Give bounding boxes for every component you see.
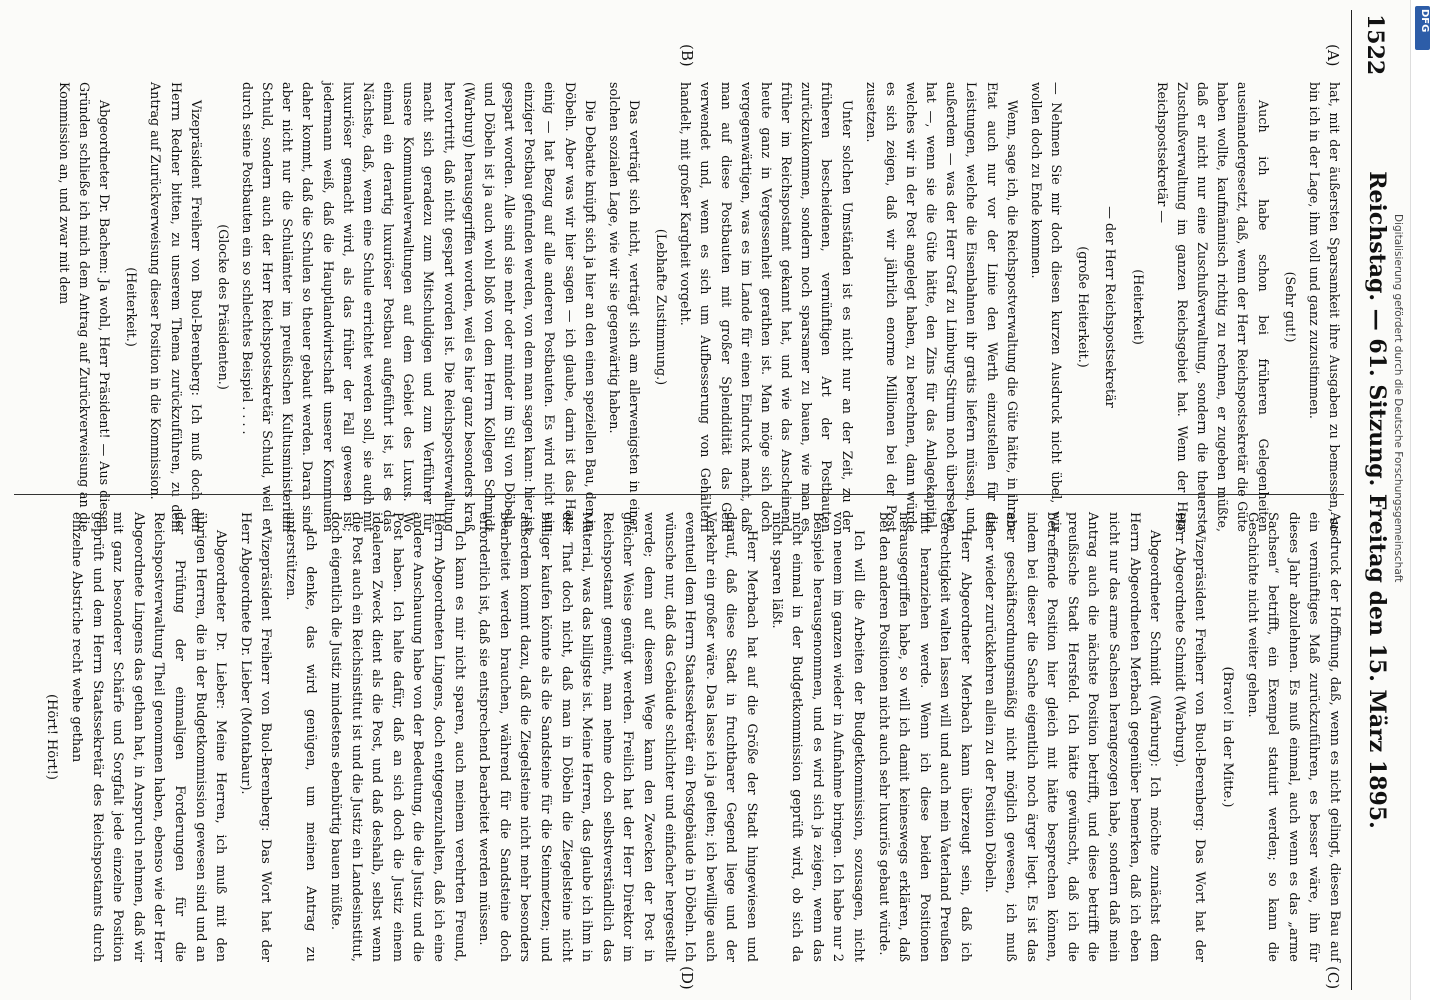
interjection: (Heiterkeit.) <box>124 267 140 347</box>
paragraph: Herr Abgeordneter Merbach kann überzeugt sein, daß ich Gerechtigkeit walten lassen will und auch mein Vaterland Preußen mit heranziehen werde. Wenn ich diese beiden Positionen herausgegriffen habe, so will ich damit keineswegs erklären, daß bei den anderen Positionen nicht auch sehr luxuriös gebaut würde. <box>875 512 973 962</box>
paragraph: — Nehmen Sie mir doch diesen kurzen Ausdruck nicht übel, wir wollen doch zu Ende kommen. <box>1028 82 1065 532</box>
paragraph: Abgeordneter Schmidt (Warburg): Ich möchte zunächst dem Herrn Abgeordneten Merbach gegenüber bemerken, daß ich eben nicht nur das arme Sachsen herangezogen habe, sondern daß mein Antrag auch die nächste Position betrifft, und diese betrifft die preußische Stadt Hersfeld. Ich hätte gewünscht, daß ich die betreffende Position hier gleich mit hätte besprechen können, indem bei dieser die Sache eigentlich noch ärger liegt. Es ist das aber geschäftsordnungsmäßig nicht möglich gewesen, ich muß daher wieder zurückkehren allein zu der Position Döbeln. <box>982 512 1163 962</box>
running-header: Reichstag. — 61. Sitzung. Freitag den 15. März 1895. <box>1364 171 1390 829</box>
paragraph: Ich denke, das wird genügen, um meinen Antrag zu unterstützen. <box>282 512 319 962</box>
left-column <box>50 82 1344 532</box>
header-rule <box>1351 10 1352 990</box>
paragraph: Herr Merbach hat auf die Größe der Stadt hingewiesen und darauf, daß diese Stadt in fruchtbarer Gegend liege und der Verkehr ein großer wäre. Das lasse ich ja gelten; ich bewillige auch eventuell dem Herrn Staatssekretär ein Postgebäude in Döbeln. Ich wünsche nur, daß das Gebäude schlichter und einfacher hergestellt werde; denn auf diesem Wege kann den Zwecken der Post in gleicher Weise genügt werden. Freilich hat der Herr Direktor im Reichspostamt gemeint, man nehme doch selbstverständlich das Material, was das billigste ist. Meine Herren, das glaube ich ihm in der That doch nicht, daß man in Döbeln die Ziegelsteine nicht billiger kaufen könnte als die Sandsteine für die Steinmetzen; und außerdem kommt dazu, daß die Ziegelsteine nicht mehr besonders bearbeitet werden brauchen, während für die Sandsteine doch erforderlich ist, daß sie entsprechend bearbeitet werden müssen. <box>476 512 759 962</box>
interjection: (Sehr gut!) <box>1282 271 1298 343</box>
margin-marker-c: (C) <box>1324 966 1342 990</box>
column-divider <box>14 494 1344 495</box>
paragraph: Ausdruck der Hoffnung, daß, wenn es nicht gelingt, diesen Bau auf ein vernünftiges Maß zurückzuführen, es besser wäre, ihn für dieses Jahr abzulehnen. Es muß einmal, auch wenn es das „arme Sachsen“ betrifft, ein Exempel statuirt werden; so kann die Geschichte nicht weiter gehen. <box>1244 512 1342 962</box>
paragraph: Vizepräsident Freiherr von Buol-Berenberg: Das Wort hat der Herr Abgeordnete Schmidt (Warburg). <box>1171 512 1208 962</box>
paragraph: Das verträgt sich nicht, verträgt sich am allerwenigsten in einer solchen sozialen Lage, wie wir sie gegenwärtig haben. <box>606 82 642 532</box>
digitization-credit: Digitalisierung gefördert durch die Deutsche Forschungsgemeinschaft <box>1392 214 1404 583</box>
paragraph: Abgeordneter Dr. Lieber: Meine Herren, ich muß mit den übrigen Herren, die in der Budgetkommission gewesen sind und an der Prüfung der einmaligen Forderungen für die Reichspostverwaltung Theil genommen haben, ebenso wie der Herr Abgeordnete Lingens das gethan hat, in Anspruch nehmen, daß wir mit ganz besonderer Schärfe und Sorgfalt jede einzelne Position geprüft und dem Herrn Staatssekretär des Reichspostamts durch einzelne Abstriche recht wehe gethan <box>68 512 229 962</box>
side-strip <box>1410 0 1432 1000</box>
interjection: (Hört! Hört!) <box>44 694 60 780</box>
interjection: (Heiterkeit) <box>1130 269 1146 345</box>
interjection: (große Heiterkeit.) <box>1076 246 1092 368</box>
interjection: — der Herr Reichspostsekretär <box>1103 206 1119 408</box>
interjection: (Bravo! in der Mitte.) <box>1220 666 1236 808</box>
margin-marker-d: (D) <box>678 966 696 990</box>
paragraph: Die Debatte knüpft sich ja hier an den einen speziellen Bau, den in Döbeln. Aber was wir hier sagen — ich glaube, darin ist das Haus einig — hat Bezug auf alle anderen Postbauten. Es wird nicht ein einziger Postbau gefunden werden, von dem man sagen kann: hier ist gespart worden. Alle sind sie mehr oder minder im Stil von Döbeln, und Döbeln ist ja auch wohl bloß von dem Herrn Kollegen Schmidt (Warburg) herausgegriffen worden, weil es hier ganz besonders kraß hervortritt, daß nicht gespart worden ist. Die Reichspostverwaltung macht sich geradezu zum Mitschuldigen und zum Verführer für unsere Kommunalverwaltungen auf dem Gebiet des Luxus. Wo einmal ein derartig luxuriöser Postbau aufgeführt ist, ist es das Nächste, daß, wenn eine Schule errichtet werden soll, sie auch mit luxuriöser gemacht wird, als das früher der Fall gewesen ist; jedermann weiß, daß die Hauptlandwirtschaft unserer Kommunen daher kommt, daß die Schulen so theuer gebaut werden. Daran sind aber nicht nur die Schulämter im preußischen Kultusministerium Schuld, sondern auch der Herr Reichspostsekretär Schuld, weil er durch seine Postbauten ein so schlechtes Beispiel . . . . <box>240 82 598 532</box>
paragraph: Abgeordneter Dr. Bachem: Ja wohl, Herr Präsident! — Aus diesen Gründen schließe ich mich dem Antrag auf Zurückverweisung an die Kommission an, und zwar mit dem <box>56 82 113 532</box>
margin-marker-a: (A) <box>1324 44 1342 67</box>
right-column <box>34 512 1344 962</box>
paragraph: hat, mit der äußersten Sparsamkeit ihre Ausgaben zu bemessen, so bin ich in der Lage, ihm voll und ganz zuzustimmen. <box>1306 82 1342 532</box>
paragraph: Ich will die Arbeiten der Budgetkommission, sozusagen, nicht von neuem im ganzen wieder in Aufnahme bringen. Ich habe nur 2 Beispiele herausgenommen, und es wird sich ja zeigen, wenn das nicht einmal in der Budgetkommission geprüft wird, ob sich da nicht sparen läßt. <box>768 512 866 962</box>
page-number: 1522 <box>1362 14 1388 76</box>
paragraph: Auch ich habe schon bei früheren Gelegenheiten auseinandergesetzt, daß, wenn der Herr Reichspostsekretär die Güte haben wollte, kaufmännisch richtig zu rechnen, er zugeben müßte, daß er nicht nur eine Zuschußverwaltung, sondern die theuerste Zuschußverwaltung im ganzen Reichsgebiet hat. Wenn der Herr Reichspostsekretär — <box>1154 82 1271 532</box>
paragraph: Vizepräsident Freiherr von Buol-Berenberg: Das Wort hat der Herr Abgeordnete Dr. Lieber (Montabaur). <box>237 512 274 962</box>
paragraph: Unter solchen Umständen ist es nicht nur an der Zeit, zu der früheren bescheidenen, vernünftigen Art der Postbauten zurückzukommen, sondern noch sparsamer zu bauen, wie man es früher im Reichspostamt gekannt hat, und wie das Anscheinend heute ganz in Vergessenheit gerathen ist. Man möge sich doch vergegenwärtigen, was es im Lande für einen Eindruck macht, daß man auf diese Postbauten mit großer Splendidität das Geld verwendet und, wenn es sich um Aufbesserung von Gehältern handelt, mit großer Kargheit vorgeht. <box>678 82 855 532</box>
interjection: (Glocke des Präsidenten.) <box>215 224 231 390</box>
interjection: (Lebhafte Zustimmung.) <box>654 228 670 386</box>
dfg-logo-text: DFG <box>1419 9 1430 33</box>
paragraph: Wenn, sage ich, die Reichspostverwaltung die Güte hätte, in ihrem Etat auch nur vor der Linie den Werth einzustellen für die Leistungen, welche die Eisenbahnen ihr gratis liefern müssen, und außerdem — was der Herr Graf zu Limburg-Stirum noch übersehen hat —, wenn sie die Güte hätte, den Zins für das Anlagekapital, welches wir in der Post angelegt haben, zu berechnen, dann würde es sich zeigen, daß wir jährlich enorme Millionen bei der Post zusetzen. <box>863 82 1020 532</box>
margin-marker-b: (B) <box>678 44 696 67</box>
paragraph: Ich kann es mir nicht sparen, auch meinem verehrten Freund, Herrn Abgeordneten Lingens, doch entgegenzuhalten, daß ich eine andere Anschauung habe von der Bedeutung, die die Justiz und die Post haben. Ich halte dafür, daß an sich doch die Justiz einem idealeren Zweck dient als die Post, und daß deshalb, selbst wenn die Post auch ein Reichsinstitut ist und die Justiz ein Landesinstitut, doch eigentlich die Justiz mindestens ebenbürtig bauen müßte. <box>328 512 467 962</box>
paragraph: Vizepräsident Freiherr von Buol-Berenberg: Ich muß doch den Herrn Redner bitten, zu unserem Thema zurückzuführen, zu dem Antrag auf Zurückverweisung dieser Position in die Kommission. <box>148 82 204 532</box>
